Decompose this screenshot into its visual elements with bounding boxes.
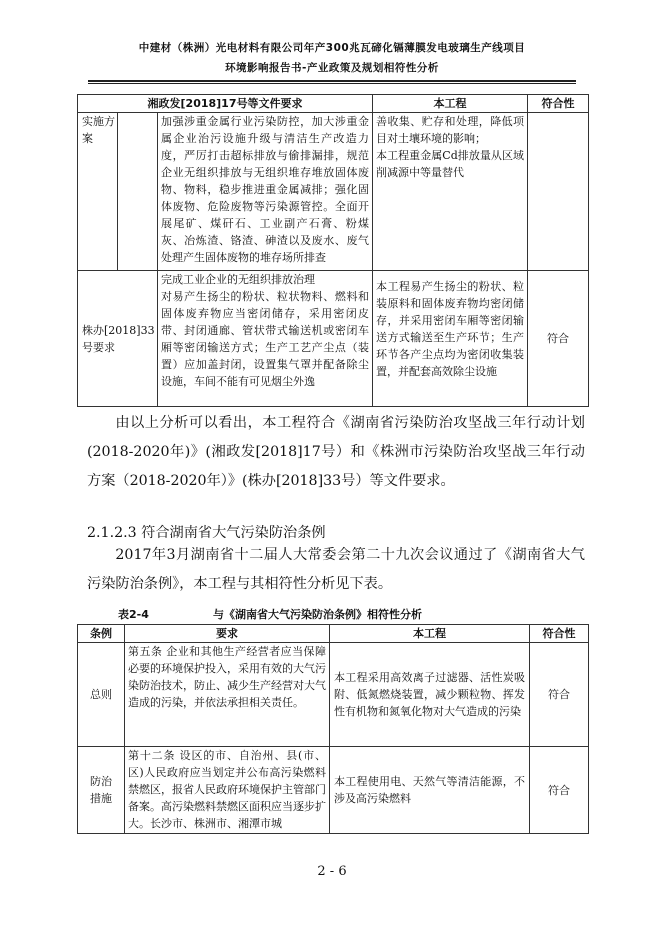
header-rule-thin: [88, 83, 576, 84]
column-header-project: 本工程: [330, 625, 530, 643]
policy-compliance-table-continued: [77, 94, 589, 407]
column-header-compliance: 符合性: [528, 95, 589, 113]
column-header-regulation: 条例: [78, 625, 125, 643]
page-number: 2 - 6: [317, 864, 347, 879]
column-header-compliance: 符合性: [530, 625, 589, 643]
table-header-row: [78, 95, 589, 113]
table-row: [78, 643, 589, 747]
table-row: [78, 747, 589, 834]
requirement-cell: 完成工业企业的无组织排放治理 对易产生扬尘的粉状、粒状物料、燃料和固体废弃物应当密闭储存，采用密闭皮带、封闭通廊、管状带式输送机或密闭车厢等密闭输送方式；生产工艺产尘点（装置）应加盖封闭，设置集气罩并配备除尘设施，车间不能有可见烟尘外逸: [158, 271, 373, 407]
regulation-category-cell: 防治措施: [78, 747, 125, 834]
requirement-cell: 加强涉重金属行业污染防控，加大涉重金属企业治污设施升级与清洁生产改造力度，严厉打击超标排放与偷排漏排，规范企业无组织排放与无组织堆存堆放固体废物、物料，稳步推进重金属减排；强化固体废物、危险废物等污染源管控。全面开展尾矿、煤矸石、工业副产石膏、粉煤灰、冶炼渣、铬渣、砷渣以及废水、废气处理产生固体废物的堆存场所排查: [158, 113, 373, 271]
compliance-cell: 符合: [528, 271, 589, 407]
regulation-category-cell: 总则: [78, 643, 125, 747]
project-cell: 本工程易产生扬尘的粉状、粒装原料和固体废弃物均密闭储存，并采用密闭车厢等密闭输送方式输送至生产环节；生产环节各产尘点均为密闭收集装置，并配套高效除尘设施: [373, 271, 528, 407]
project-cell: 本工程采用高效离子过滤器、活性炭吸附、低氮燃烧装置，减少颗粒物、挥发性有机物和氮氧化物对大气造成的污染: [330, 643, 530, 747]
table-row: [78, 113, 589, 271]
header-section-title: 环境影响报告书-产业政策及规划相符性分析: [225, 62, 439, 74]
table-header-row: [78, 625, 589, 643]
row-label: 实施方案: [78, 113, 118, 271]
air-pollution-regulation-table: [77, 624, 589, 834]
table-caption-title: 与《湖南省大气污染防治条例》相符性分析: [213, 608, 422, 621]
column-header-requirement: 要求: [125, 625, 330, 643]
project-cell: 本工程使用电、天然气等清洁能源，不涉及高污染燃料: [330, 747, 530, 834]
project-cell: 善收集、贮存和处理，降低项目对土壤环境的影响； 本工程重金属Cd排放量从区域削减源中等量替代: [373, 113, 528, 271]
requirement-cell: 第五条 企业和其他生产经营者应当保障必要的环境保护投入，采用有效的大气污染防治技术，防止、减少生产经营对大气造成的污染，并依法承担相关责任。: [125, 643, 330, 747]
empty-cell: [118, 113, 158, 271]
header-project-title: 中建材（株洲）光电材料有限公司年产300兆瓦碲化镉薄膜发电玻璃生产线项目: [138, 42, 526, 54]
compliance-cell: [528, 113, 589, 271]
section-heading: 2.1.2.3 符合湖南省大气污染防治条例: [87, 525, 326, 541]
row-label: 株办[2018]33号要求: [78, 271, 158, 407]
column-header-requirement: 湘政发[2018]17号等文件要求: [78, 95, 373, 113]
requirement-cell: 第十二条 设区的市、自治州、县(市、区)人民政府应当划定并公布高污染燃料禁燃区，报省人民政府环境保护主管部门备案。高污染燃料禁燃区面积应当逐步扩大。长沙市、株洲市、湘潭市城: [125, 747, 330, 834]
table-caption-number: 表2-4: [118, 608, 149, 621]
column-header-project: 本工程: [373, 95, 528, 113]
table-row: [78, 271, 589, 407]
conclusion-paragraph: 由以上分析可以看出，本工程符合《湖南省污染防治攻坚战三年行动计划(2018-2020年)》(湘政发[2018]17号）和《株洲市污染防治攻坚战三年行动方案（2018-2020年）》(株办[2018]33号）等文件要求。: [87, 415, 585, 489]
compliance-cell: 符合: [530, 643, 589, 747]
intro-paragraph: 2017年3月湖南省十二届人大常委会第二十九次会议通过了《湖南省大气污染防治条例》，本工程与其相符性分析见下表。: [87, 547, 585, 592]
compliance-cell: 符合: [530, 747, 589, 834]
running-header: [0, 38, 664, 78]
header-rule-thick: [88, 80, 576, 82]
